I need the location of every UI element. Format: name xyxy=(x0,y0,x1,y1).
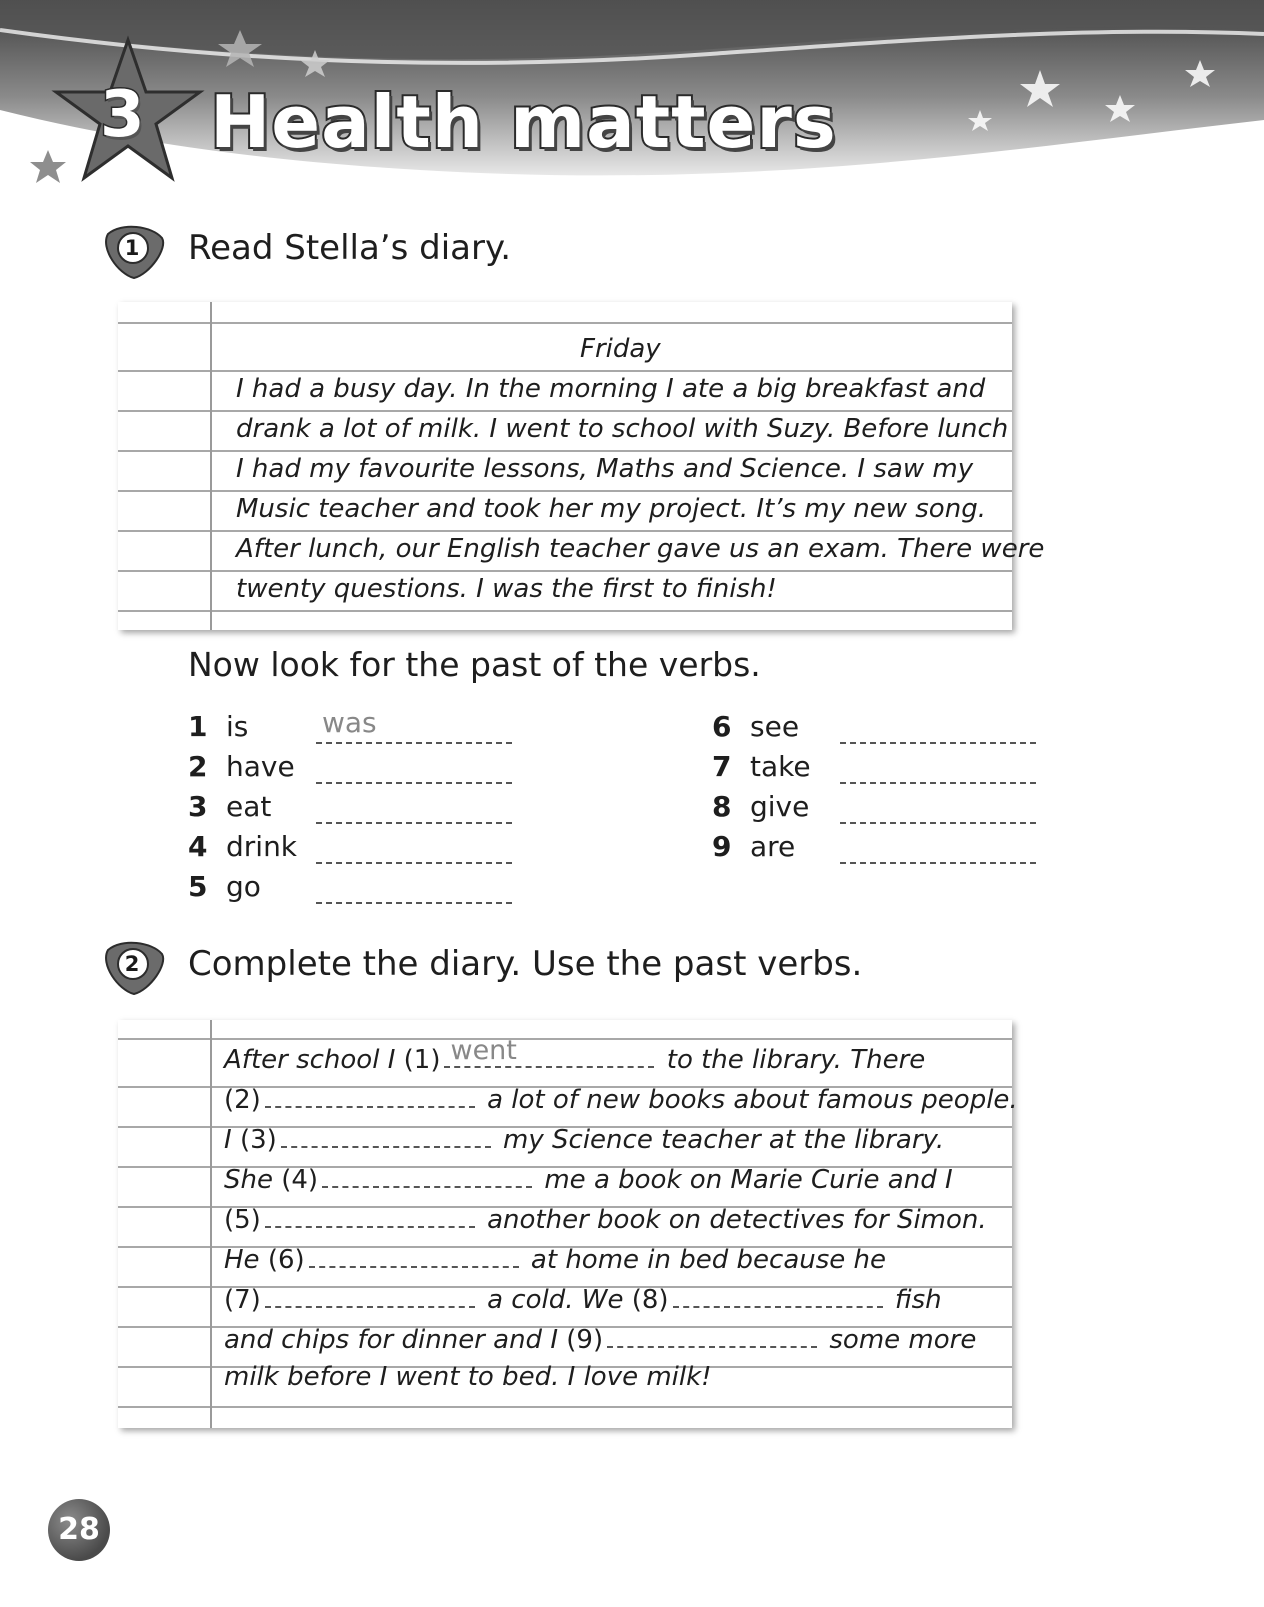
gap-line[interactable] xyxy=(309,1242,519,1268)
diary-line xyxy=(224,1122,944,1155)
exercise-number: 2 xyxy=(124,952,140,976)
answer-line[interactable] xyxy=(316,822,512,824)
gap-line[interactable] xyxy=(607,1322,817,1348)
answer-line[interactable] xyxy=(840,822,1036,824)
margin-line xyxy=(210,302,212,630)
gap-line[interactable] xyxy=(444,1035,654,1068)
exercise-number: 1 xyxy=(124,236,140,260)
diary-text: me a book on Marie Curie and I xyxy=(536,1165,953,1195)
diary-line: I had a busy day. In the morning I ate a big breakfast and xyxy=(236,374,986,404)
verb-word: are xyxy=(750,830,796,863)
answer-line[interactable] xyxy=(840,862,1036,864)
verb-item xyxy=(712,790,1052,830)
unit-number: 3 xyxy=(100,78,145,152)
diary-line: After lunch, our English teacher gave us an exam. There were xyxy=(236,534,1045,564)
diary-text: fish xyxy=(886,1285,942,1315)
diary-text: some more xyxy=(821,1325,977,1355)
verb-item xyxy=(188,830,528,870)
diary-line: twenty questions. I was the first to finish! xyxy=(236,574,777,604)
exercise-1-badge xyxy=(102,224,166,280)
diary-text: a lot of new books about famous people. xyxy=(478,1085,1018,1115)
verb-word: drink xyxy=(226,830,298,863)
verb-item xyxy=(188,790,528,830)
diary-line: drank a lot of milk. I went to school with Suzy. Before lunch xyxy=(236,414,1009,444)
verb-number: 4 xyxy=(188,830,208,863)
answer-line[interactable] xyxy=(316,902,512,904)
answer-line[interactable] xyxy=(840,782,1036,784)
gap-number: (2) xyxy=(224,1085,261,1115)
verb-number: 2 xyxy=(188,750,208,783)
diary-text: my Science teacher at the library. xyxy=(494,1125,945,1155)
diary-page-2 xyxy=(118,1020,1018,1428)
verb-word: see xyxy=(750,710,800,743)
gap-number: (6) xyxy=(267,1245,305,1275)
gap-number: (8) xyxy=(631,1285,669,1315)
margin-line xyxy=(210,1020,212,1428)
diary-line xyxy=(224,1082,1018,1115)
verb-item xyxy=(712,830,1052,870)
diary-text: another book on detectives for Simon. xyxy=(478,1205,987,1235)
verb-item xyxy=(712,750,1052,790)
diary-line: milk before I went to bed. I love milk! xyxy=(224,1362,712,1392)
answer-line[interactable] xyxy=(840,742,1036,744)
gap-number: (9) xyxy=(566,1325,604,1355)
diary-text: He xyxy=(224,1245,268,1275)
diary-line xyxy=(224,1322,976,1355)
answer-line[interactable] xyxy=(316,862,512,864)
verb-number: 9 xyxy=(712,830,732,863)
gap-line[interactable] xyxy=(673,1282,883,1308)
answer-line[interactable] xyxy=(316,782,512,784)
gap-number: (1) xyxy=(403,1045,441,1075)
gap-number: (3) xyxy=(239,1125,277,1155)
answer-line[interactable] xyxy=(316,742,512,744)
gap-line[interactable] xyxy=(265,1282,475,1308)
verb-number: 5 xyxy=(188,870,208,903)
gap-number: (4) xyxy=(281,1165,319,1195)
gap-number: (7) xyxy=(224,1285,261,1315)
verb-number: 1 xyxy=(188,710,208,743)
diary-day: Friday xyxy=(580,334,661,364)
page-number: 28 xyxy=(48,1499,110,1561)
gap-line[interactable] xyxy=(265,1202,475,1228)
sample-answer: was xyxy=(322,706,377,739)
diary-text: a cold. We xyxy=(478,1285,632,1315)
diary-line: I had my favourite lessons, Maths and Science. I saw my xyxy=(236,454,974,484)
diary-line: Music teacher and took her my project. It’s my new song. xyxy=(236,494,986,524)
sample-answer: went xyxy=(450,1035,517,1066)
verb-number: 3 xyxy=(188,790,208,823)
diary-line xyxy=(224,1035,926,1075)
diary-text: and chips for dinner and I xyxy=(224,1325,567,1355)
diary-text: She xyxy=(224,1165,282,1195)
diary-line xyxy=(224,1242,886,1275)
diary-line xyxy=(224,1162,953,1195)
gap-number: (5) xyxy=(224,1205,261,1235)
verb-word: take xyxy=(750,750,811,783)
verb-item xyxy=(188,706,528,750)
exercise-1-title: Read Stella’s diary. xyxy=(188,228,512,268)
verb-number: 8 xyxy=(712,790,732,823)
diary-line xyxy=(224,1282,942,1315)
gap-line[interactable] xyxy=(281,1122,491,1148)
unit-header xyxy=(0,0,1264,215)
gap-line[interactable] xyxy=(322,1162,532,1188)
diary-text: After school I xyxy=(224,1045,404,1075)
unit-title: Health matters xyxy=(210,80,837,164)
gap-line[interactable] xyxy=(265,1082,475,1108)
diary-text: to the library. There xyxy=(658,1045,926,1075)
verb-item xyxy=(188,870,528,910)
verb-word: give xyxy=(750,790,810,823)
verbs-instruction: Now look for the past of the verbs. xyxy=(188,645,761,684)
diary-text: at home in bed because he xyxy=(522,1245,887,1275)
verb-word: eat xyxy=(226,790,272,823)
exercise-2-badge xyxy=(102,940,166,996)
verb-number: 6 xyxy=(712,710,732,743)
verb-item xyxy=(188,750,528,790)
exercise-2-title: Complete the diary. Use the past verbs. xyxy=(188,944,863,984)
diary-line xyxy=(224,1202,987,1235)
verb-word: have xyxy=(226,750,295,783)
verb-number: 7 xyxy=(712,750,732,783)
diary-page-1 xyxy=(118,302,1045,630)
diary-text: I xyxy=(224,1125,240,1155)
verb-word: is xyxy=(226,710,249,743)
verb-item xyxy=(712,710,1052,750)
verb-word: go xyxy=(226,870,261,903)
